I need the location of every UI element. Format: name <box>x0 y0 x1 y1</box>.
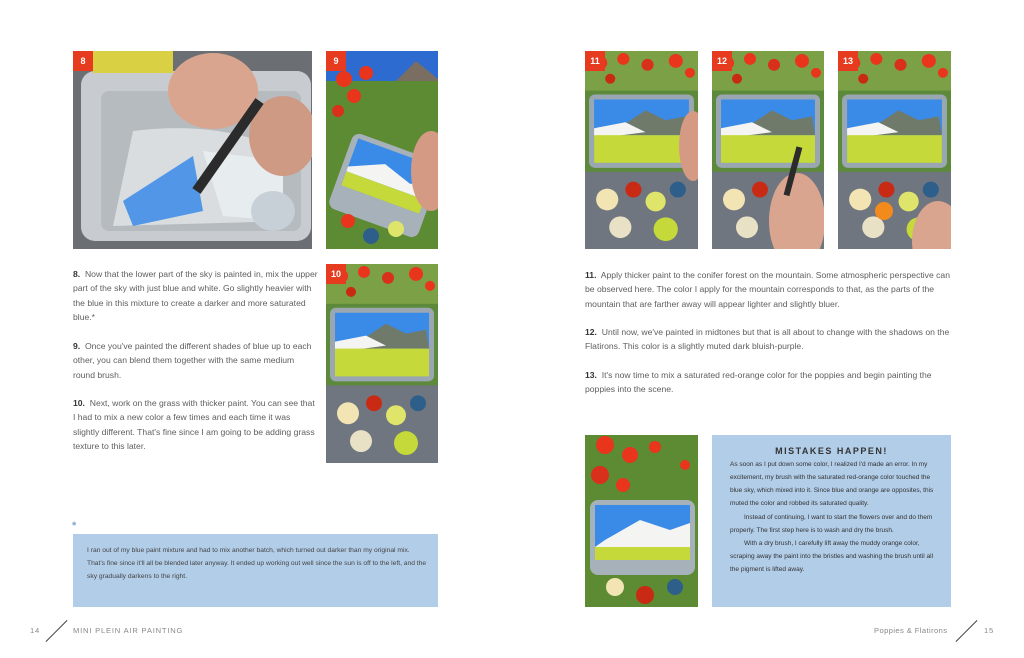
photo-mistake <box>585 435 698 607</box>
step-text: It's now time to mix a saturated red-orange color for the poppies and begin painting the poppies into the scene. <box>585 370 932 395</box>
step-11-paragraph <box>585 268 951 311</box>
step-10-paragraph <box>73 396 318 453</box>
step-13-paragraph <box>585 368 951 397</box>
photo-step-10 <box>326 264 438 463</box>
photo-step-9 <box>326 51 438 249</box>
mistakes-title: MISTAKES HAPPEN! <box>775 446 888 456</box>
left-page-number: 14 <box>30 626 41 635</box>
photo-step-10-image <box>326 264 438 463</box>
footnote-marker: * <box>72 520 77 532</box>
step-text: Once you've painted the different shades of blue up to each other, you can blend them together with the same medium round brush. <box>73 341 312 380</box>
step-text: Now that the lower part of the sky is painted in, mix the upper part of the sky with just blue and white. Go slightly heavier with the blue in this mixture to create a darker and more saturated blue.* <box>73 269 318 322</box>
photo-number-badge: 10 <box>326 264 346 284</box>
left-footer-title: MINI PLEIN AIR PAINTING <box>73 626 184 635</box>
step-number: 8. <box>73 269 81 279</box>
photo-step-12-image <box>712 51 824 249</box>
mistakes-paragraph-2: Instead of continuing, I want to start the flowers over and do them properly. The first step here is to wash and dry the brush. <box>730 514 933 535</box>
step-number: 12. <box>585 327 597 337</box>
photo-step-11-image <box>585 51 698 249</box>
photo-step-13-image <box>838 51 951 249</box>
photo-number-badge: 11 <box>585 51 605 71</box>
photo-number-badge: 8 <box>73 51 93 71</box>
photo-step-8 <box>73 51 312 249</box>
tip-text: I ran out of my blue paint mixture and had to mix another batch, which turned out darker than my original mix. That's fine since it'll all be blended later anyway. It ended up working out well since the sun is off to the left, and the sky gradually darkens to the right. <box>87 547 427 580</box>
photo-step-12 <box>712 51 824 249</box>
footer-divider <box>956 620 978 642</box>
photo-step-9-image <box>326 51 438 249</box>
photo-step-8-image <box>73 51 312 249</box>
photo-step-11 <box>585 51 698 249</box>
photo-number-badge: 9 <box>326 51 346 71</box>
step-text: Until now, we've painted in midtones but that is all about to change with the shadows on the Flatirons. This color is a slightly muted dark bluish-purple. <box>585 327 950 352</box>
step-8-paragraph <box>73 267 318 324</box>
photo-number-badge: 12 <box>712 51 732 71</box>
step-text: Next, work on the grass with thicker paint. You can see that I had to mix a new color a few times and each time it was slightly different. That's fine since I am going to be adding grass texture to this later. <box>73 398 315 451</box>
step-number: 9. <box>73 341 81 351</box>
step-number: 10. <box>73 398 85 408</box>
tip-box <box>73 534 438 607</box>
photo-mistake-image <box>585 435 698 607</box>
right-page-number: 15 <box>984 626 995 635</box>
mistakes-paragraph-3: With a dry brush, I carefully lift away the muddy orange color, scraping away the paint into the bristles and washing the brush until all the pigment is lifted away. <box>730 540 934 574</box>
step-number: 11. <box>585 270 597 280</box>
mistakes-paragraph-1: As soon as I put down some color, I realized I'd made an error. In my excitement, my brush with the saturated red-orange color touched the blue sky, which mixed into it. Since blue and orange are opposites, this muted the color and robbed its saturated quality. <box>730 461 934 508</box>
step-text: Apply thicker paint to the conifer forest on the mountain. Some atmospheric perspective can be observed here. The color I apply for the mountain corresponds to that, as the parts of the mountain that are farther away will appear lighter and slightly bluer. <box>585 270 950 309</box>
step-12-paragraph <box>585 325 951 354</box>
step-number: 13. <box>585 370 597 380</box>
right-footer-section: Poppies & Flatirons <box>874 626 948 635</box>
photo-number-badge: 13 <box>838 51 858 71</box>
footer-divider <box>46 620 68 642</box>
photo-step-13 <box>838 51 951 249</box>
mistakes-box <box>712 435 951 607</box>
step-9-paragraph <box>73 339 318 382</box>
